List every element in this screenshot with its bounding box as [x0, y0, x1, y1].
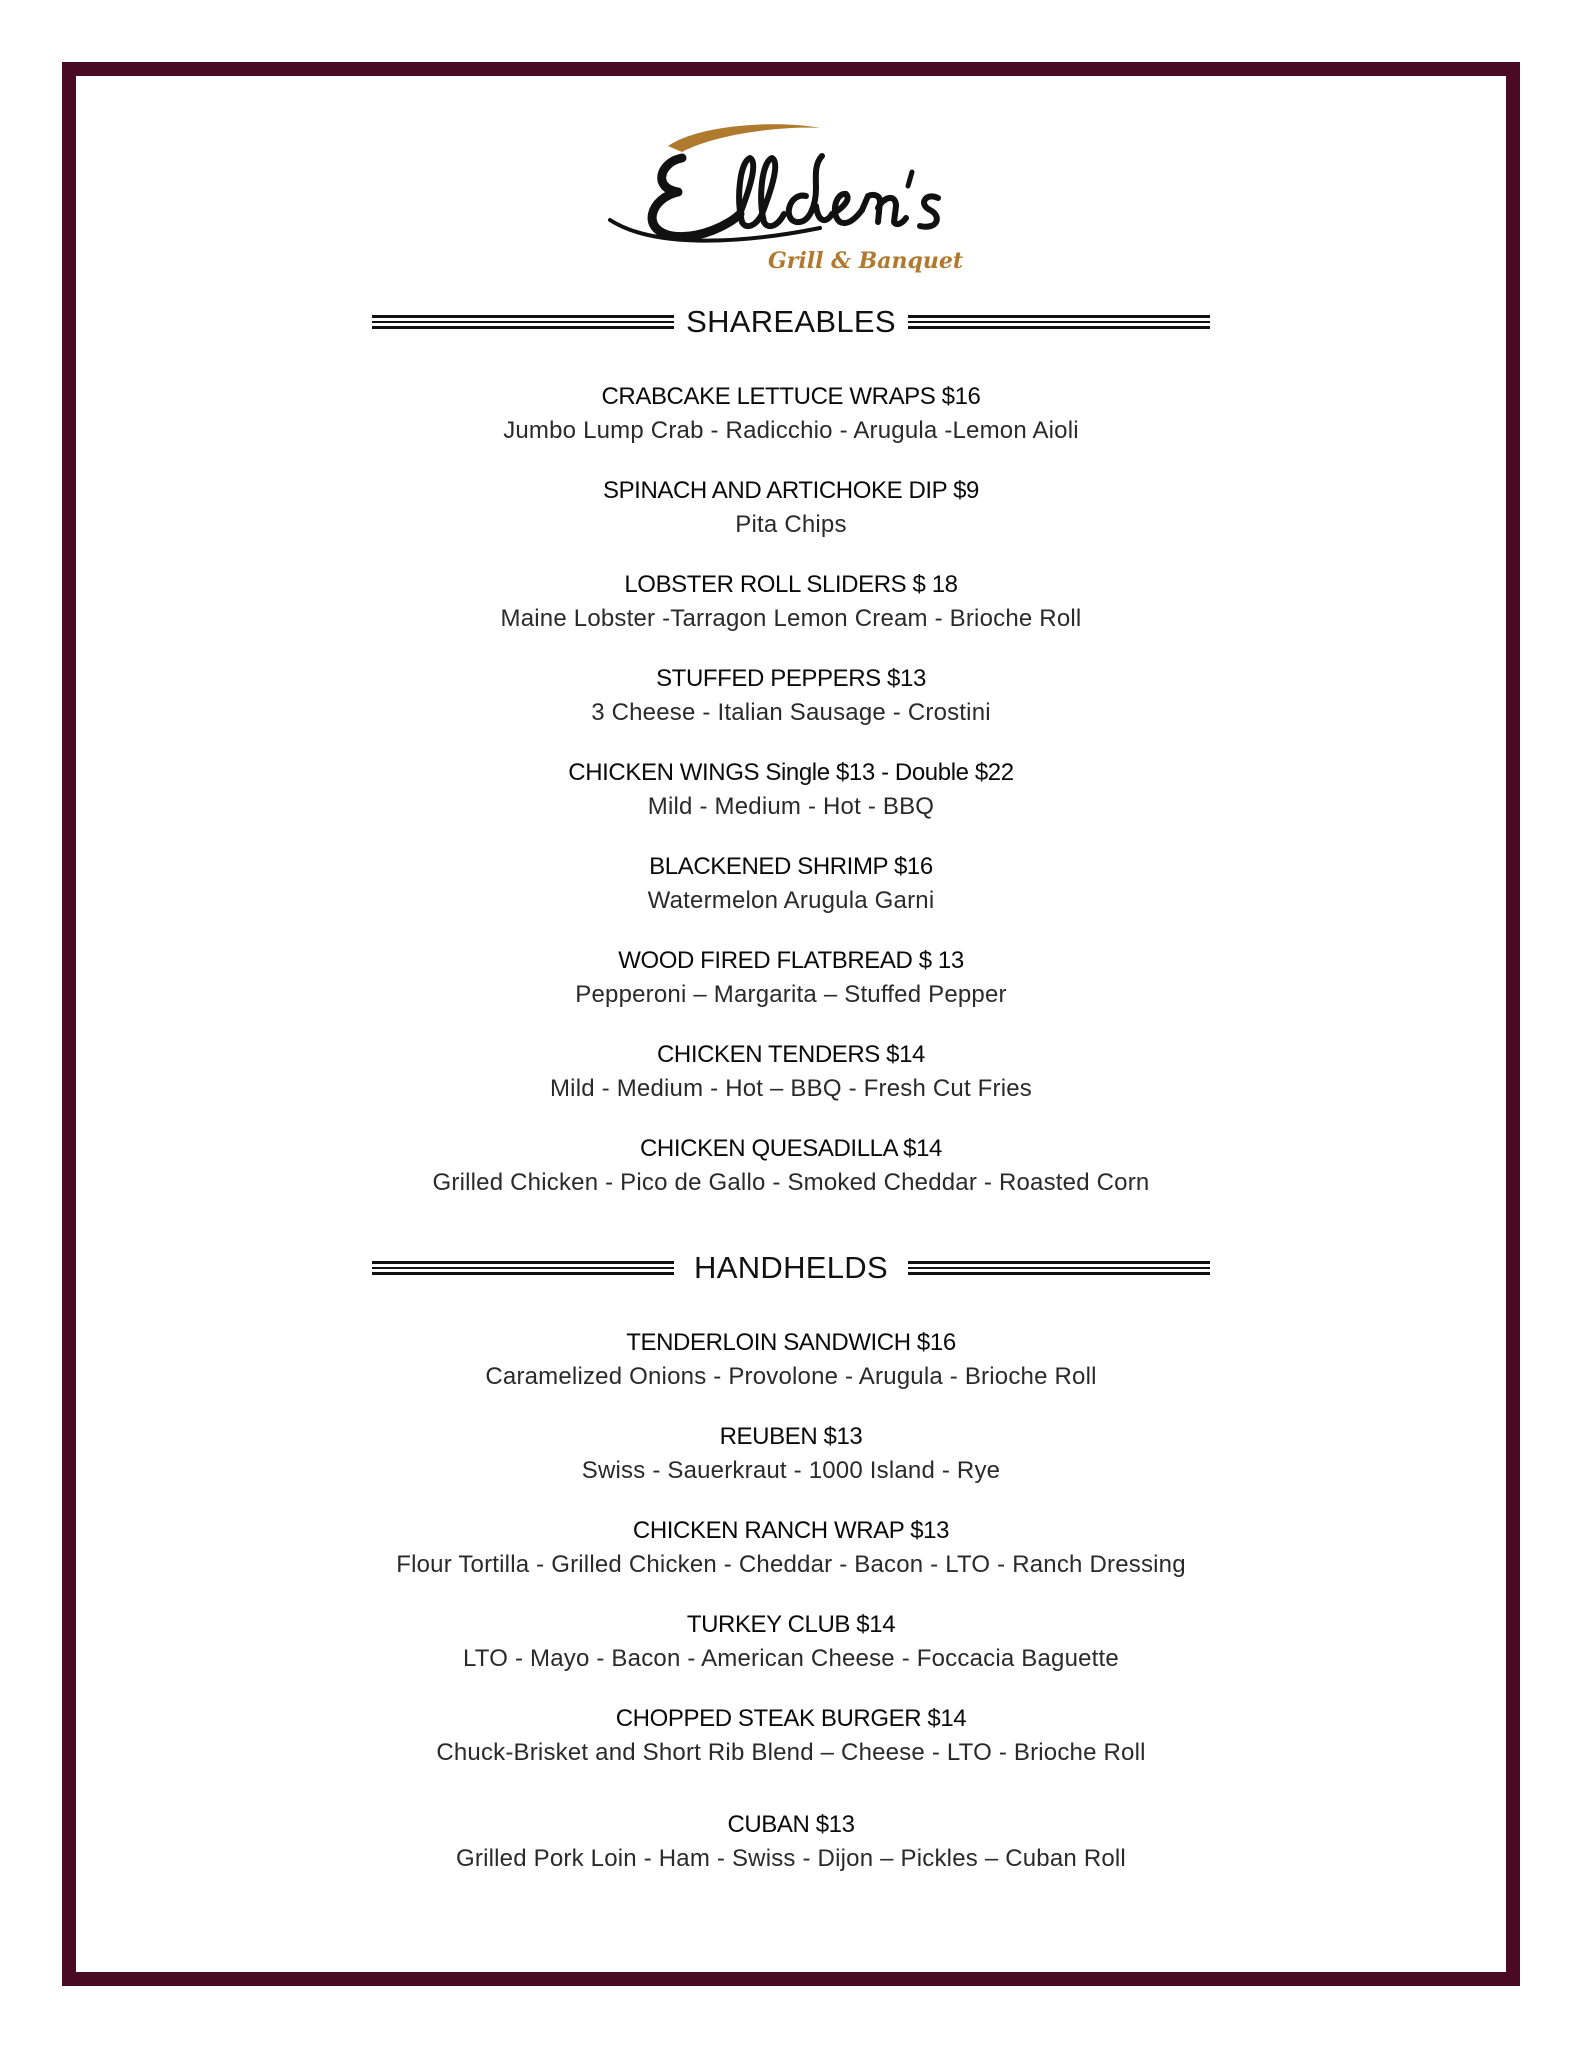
- section-title: SHAREABLES: [686, 304, 896, 339]
- item-name: TENDERLOIN SANDWICH $16: [626, 1329, 956, 1356]
- item-name: LOBSTER ROLL SLIDERS $ 18: [624, 571, 958, 598]
- item-description: Jumbo Lump Crab - Radicchio - Arugula -Lemon Aioli: [503, 417, 1079, 444]
- shareables-list: [300, 380, 1282, 1200]
- item-description: Watermelon Arugula Garni: [647, 887, 935, 914]
- item-name: WOOD FIRED FLATBREAD $ 13: [618, 947, 964, 974]
- menu-item: [300, 1608, 1282, 1676]
- item-description: Grilled Chicken - Pico de Gallo - Smoked Cheddar - Roasted Corn: [432, 1169, 1150, 1196]
- item-name: BLACKENED SHRIMP $16: [649, 853, 933, 880]
- menu-item: [300, 756, 1282, 824]
- menu-item: [300, 850, 1282, 918]
- menu-item: [300, 1702, 1282, 1770]
- section-header-handhelds: [372, 1246, 1210, 1290]
- decorative-rule-left: [372, 315, 674, 329]
- menu-item: [300, 380, 1282, 448]
- decorative-rule-right: [908, 1261, 1210, 1275]
- menu-item: [300, 1326, 1282, 1394]
- restaurant-logo: [590, 118, 990, 278]
- item-description: Mild - Medium - Hot – BBQ - Fresh Cut Fries: [549, 1075, 1033, 1102]
- item-name: CHICKEN RANCH WRAP $13: [632, 1517, 950, 1544]
- menu-item: [300, 944, 1282, 1012]
- menu-item: [300, 1038, 1282, 1106]
- item-name: TURKEY CLUB $14: [686, 1611, 896, 1638]
- item-description: Flour Tortilla - Grilled Chicken - Cheddar - Bacon - LTO - Ranch Dressing: [396, 1551, 1186, 1578]
- item-name: CUBAN $13: [727, 1811, 855, 1838]
- item-description: Mild - Medium - Hot - BBQ: [647, 793, 935, 820]
- item-description: Swiss - Sauerkraut - 1000 Island - Rye: [581, 1457, 1001, 1484]
- menu-item: [300, 1420, 1282, 1488]
- item-name: STUFFED PEPPERS $13: [656, 665, 926, 692]
- section-title: HANDHELDS: [694, 1250, 888, 1285]
- item-name: CHOPPED STEAK BURGER $14: [615, 1705, 967, 1732]
- item-description: Grilled Pork Loin - Ham - Swiss - Dijon – Pickles – Cuban Roll: [456, 1845, 1126, 1872]
- decorative-rule-right: [908, 315, 1210, 329]
- item-name: CHICKEN QUESADILLA $14: [640, 1135, 942, 1162]
- item-description: Caramelized Onions - Provolone - Arugula - Brioche Roll: [485, 1363, 1097, 1390]
- item-description: Chuck-Brisket and Short Rib Blend – Cheese - LTO - Brioche Roll: [436, 1739, 1146, 1766]
- item-description: LTO - Mayo - Bacon - American Cheese - Foccacia Baguette: [463, 1645, 1119, 1672]
- menu-item: [300, 474, 1282, 542]
- item-name: SPINACH AND ARTICHOKE DIP $9: [602, 477, 980, 504]
- handhelds-list: [300, 1326, 1282, 1876]
- item-name: CHICKEN WINGS Single $13 - Double $22: [568, 759, 1014, 786]
- menu-item: [300, 1808, 1282, 1876]
- section-header-shareables: [372, 300, 1210, 344]
- logo-tagline: Grill & Banquet: [768, 248, 964, 274]
- menu-item: [300, 1132, 1282, 1200]
- item-description: Pita Chips: [735, 511, 847, 538]
- item-description: Maine Lobster -Tarragon Lemon Cream - Brioche Roll: [500, 605, 1082, 632]
- menu-item: [300, 662, 1282, 730]
- item-name: CHICKEN TENDERS $14: [656, 1041, 926, 1068]
- item-description: 3 Cheese - Italian Sausage - Crostini: [591, 699, 991, 726]
- item-name: REUBEN $13: [719, 1423, 863, 1450]
- item-description: Pepperoni – Margarita – Stuffed Pepper: [575, 981, 1007, 1008]
- item-name: CRABCAKE LETTUCE WRAPS $16: [601, 383, 981, 410]
- menu-item: [300, 568, 1282, 636]
- menu-item: [300, 1514, 1282, 1582]
- decorative-rule-left: [372, 1261, 674, 1275]
